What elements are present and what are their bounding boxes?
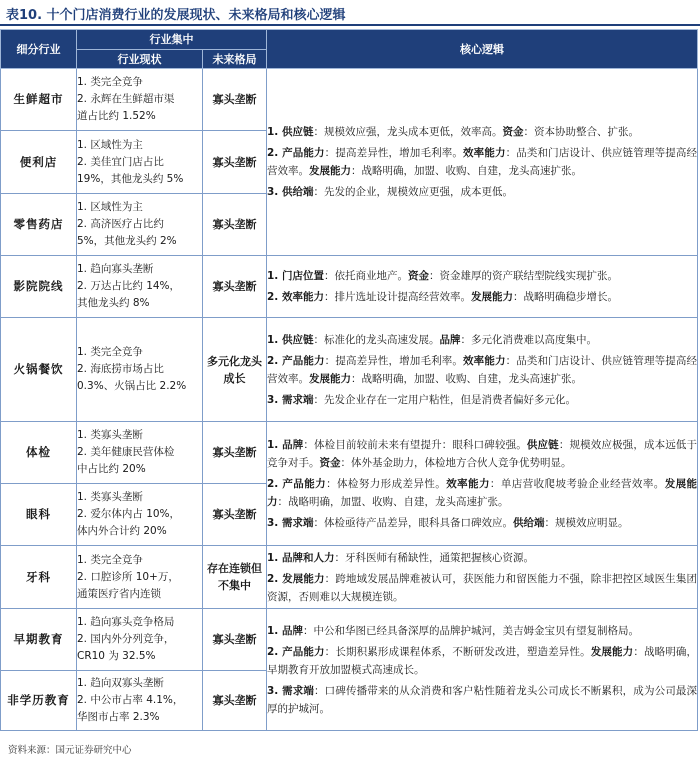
status-line: 0.3%、火锅占比 2.2% — [77, 380, 187, 392]
future-cell: 寡头垄断 — [203, 194, 267, 256]
status-line: 1. 趋向寡头竞争格局 — [77, 616, 175, 628]
core-item: 3. 需求端：体检亟待产品差异，眼科具备口碑效应。供给端：规模效应明显。 — [267, 516, 629, 529]
status-line: 2. 美佳宜门店占比 — [77, 155, 164, 168]
core-item: 1. 品牌和人力：牙科医师有稀缺性，通策把握核心资源。 — [267, 551, 534, 564]
status-line: 2. 口腔诊所 10+万， — [77, 570, 179, 583]
core-logic-cell — [267, 609, 698, 731]
segment-cell: 零售药店 — [1, 194, 77, 256]
status-line: 道占比约 1.52% — [77, 110, 156, 122]
status-line: 华图市占率 2.3% — [77, 711, 160, 723]
table-title: 表10. 十个门店消费行业的发展现状、未来格局和核心逻辑 — [6, 8, 346, 23]
header-status: 行业现状 — [77, 50, 203, 69]
status-line: 1. 趋向双寡头垄断 — [77, 677, 164, 689]
future-cell: 寡头垄断 — [203, 671, 267, 731]
core-item: 1. 品牌：体检目前较前未来有望提升：眼科口碑较强。供应链：规模效应极强，成本远低于竞争对手。资金：体外基金助力，体检地方合伙人竞争优势明显。 — [267, 438, 698, 469]
industry-table — [0, 29, 698, 731]
future-cell: 寡头垄断 — [203, 131, 267, 194]
core-item: 1. 供应链：规模效应强，龙头成本更低，效率高。资金：资本协助整合、扩张。 — [267, 126, 639, 138]
segment-cell: 便利店 — [1, 131, 77, 194]
title-underline — [0, 24, 700, 26]
header-core: 核心逻辑 — [267, 30, 698, 69]
future-cell: 寡头垄断 — [203, 484, 267, 546]
future-cell: 寡头垄断 — [203, 256, 267, 318]
status-cell — [77, 484, 203, 546]
status-line: 中占比约 20% — [77, 463, 146, 475]
status-line: 2. 爱尔体内占 10%， — [77, 508, 181, 520]
core-logic-cell — [267, 69, 698, 256]
status-line: 1. 类寡头垄断 — [77, 491, 143, 503]
status-line: 19%，其他龙头约 5% — [77, 172, 184, 185]
future-cell: 多元化龙头成长 — [203, 318, 267, 422]
status-cell — [77, 256, 203, 318]
source-note: 资料来源：国元证券研究中心 — [8, 745, 132, 756]
status-line: 2. 国内外分列竞争， — [77, 633, 175, 645]
core-logic-cell — [267, 422, 698, 546]
future-cell: 存在连锁但不集中 — [203, 546, 267, 609]
status-line: 1. 类寡头垄断 — [77, 429, 143, 441]
status-cell — [77, 422, 203, 484]
core-logic-cell — [267, 546, 698, 609]
status-line: 1. 区域性为主 — [77, 201, 143, 213]
status-line: 1. 趋向寡头垄断 — [77, 263, 154, 275]
status-line: 1. 类完全竞争 — [77, 76, 143, 88]
core-logic-cell — [267, 256, 698, 318]
segment-cell: 非学历教育 — [1, 671, 77, 731]
status-line: 其他龙头约 8% — [77, 297, 150, 309]
status-line: 通策医疗省内连锁 — [77, 587, 161, 600]
core-item: 2. 产品能力：提高差异性，增加毛利率。效率能力：品类和门店设计、供应链管理等提高经营效率。发展能力：战略明确，加盟、收购、自建，龙头高速扩张。 — [267, 147, 698, 177]
status-cell — [77, 671, 203, 731]
status-cell — [77, 318, 203, 422]
future-cell: 寡头垄断 — [203, 422, 267, 484]
core-item: 2. 效率能力：排片选址设计提高经营效率。发展能力：战略明确稳步增长。 — [267, 291, 618, 303]
segment-cell: 体检 — [1, 422, 77, 484]
segment-cell: 眼科 — [1, 484, 77, 546]
status-line: 体内外合计约 20% — [77, 525, 167, 537]
core-item: 3. 需求端：口碑传播带来的从众消费和客户粘性随着龙头公司成长不断累积，成为公司最深厚的护城河。 — [267, 684, 698, 715]
core-item: 3. 供给端：先发的企业，规模效应更强，成本更低。 — [267, 186, 513, 198]
core-item: 3. 需求端：先发企业存在一定用户粘性，但是消费者偏好多元化。 — [267, 393, 576, 406]
segment-cell: 火锅餐饮 — [1, 318, 77, 422]
core-item: 2. 发展能力：跨地域发展品牌难被认可，获医能力和留医能力不强，除非把控区域医生集团资源，否则难以大规模连锁。 — [267, 572, 698, 603]
core-item: 2. 产品能力：长期积累形成课程体系，不断研发改进，塑造差异性。发展能力：战略明确，早期教育开放加盟模式高速成长。 — [267, 645, 698, 676]
core-item: 1. 品牌：中公和华图已经具备深厚的品牌护城河，美吉姆金宝贝有望复制格局。 — [267, 624, 639, 637]
header-segment: 细分行业 — [1, 30, 77, 69]
status-line: 2. 中公市占率 4.1%， — [77, 694, 184, 706]
core-item: 1. 供应链：标准化的龙头高速发展。品牌：多元化消费难以高度集中。 — [267, 333, 597, 346]
status-line: 1. 区域性为主 — [77, 138, 143, 151]
status-cell — [77, 194, 203, 256]
core-item: 2. 产品能力：体检努力形成差异性。效率能力：单店营收爬坡考验企业经营效率。发展能力：战略明确，加盟、收购、自建，龙头高速扩张。 — [267, 477, 698, 508]
core-item: 2. 产品能力：提高差异性，增加毛利率。效率能力：品类和门店设计、供应链管理等提高经营效率。发展能力：战略明确，加盟、收购、自建，龙头高速扩张。 — [267, 354, 698, 385]
status-line: 2. 永辉在生鲜超市渠 — [77, 93, 175, 105]
status-line: 2. 海底捞市场占比 — [77, 363, 164, 375]
header-future: 未来格局 — [203, 50, 267, 69]
status-line: 1. 类完全竞争 — [77, 553, 143, 566]
status-line: 2. 高济医疗占比约 — [77, 218, 164, 230]
status-cell — [77, 609, 203, 671]
segment-cell: 牙科 — [1, 546, 77, 609]
core-item: 1. 门店位置：依托商业地产。资金：资金雄厚的资产联结型院线实现扩张。 — [267, 270, 618, 282]
segment-cell: 早期教育 — [1, 609, 77, 671]
segment-cell: 影院院线 — [1, 256, 77, 318]
header-industry-concentration: 行业集中 — [77, 30, 267, 50]
status-line: 5%，其他龙头约 2% — [77, 235, 177, 247]
future-cell: 寡头垄断 — [203, 69, 267, 131]
status-cell — [77, 69, 203, 131]
status-line: 2. 美年健康民营体检 — [77, 446, 175, 458]
status-line: CR10 为 32.5% — [77, 650, 156, 662]
status-cell — [77, 131, 203, 194]
segment-cell: 生鲜超市 — [1, 69, 77, 131]
status-line: 1. 类完全竞争 — [77, 346, 143, 358]
future-cell: 寡头垄断 — [203, 609, 267, 671]
status-cell — [77, 546, 203, 609]
core-logic-cell — [267, 318, 698, 422]
status-line: 2. 万达占比约 14%， — [77, 280, 181, 292]
